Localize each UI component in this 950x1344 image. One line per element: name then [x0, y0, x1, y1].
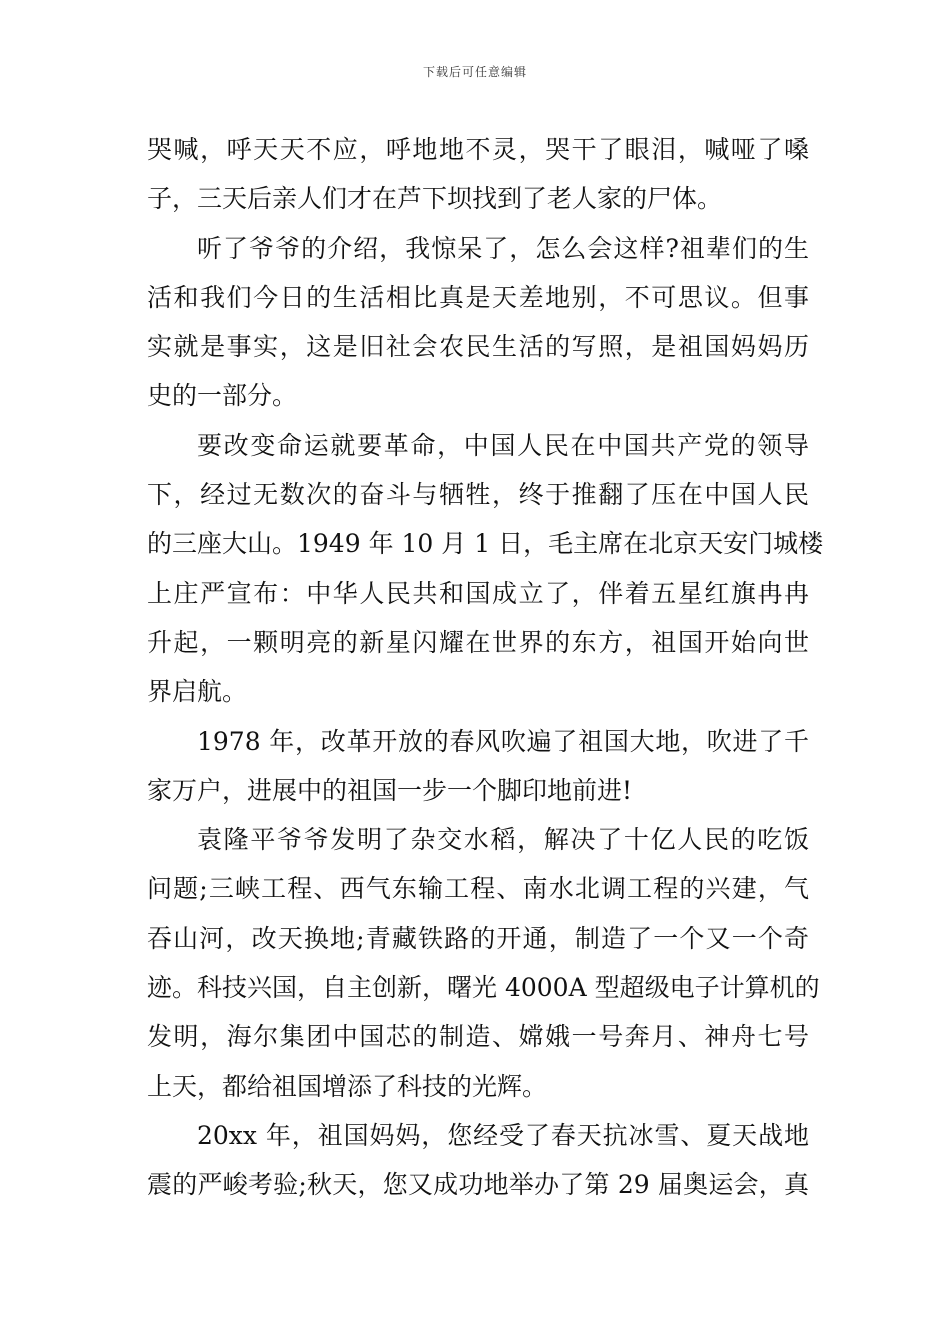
- text-line: 1978 年，改革开放的春风吹遍了祖国大地，吹进了千: [197, 726, 809, 756]
- text-line: 袁隆平爷爷发明了杂交水稻，解决了十亿人民的吃饭: [197, 825, 809, 855]
- text-line: 实就是事实，这是旧社会农民生活的写照，是祖国妈妈历: [147, 332, 809, 362]
- text-line: 吞山河，改天换地;青藏铁路的开通，制造了一个又一个奇: [147, 923, 809, 953]
- text-line: 史的一部分。: [147, 381, 298, 411]
- text-line: 子，三天后亲人们才在芦下坝找到了老人家的尸体。: [147, 184, 723, 214]
- text-line: 要改变命运就要革命，中国人民在中国共产党的领导: [197, 430, 809, 460]
- text-line: 20xx 年，祖国妈妈，您经受了春天抗冰雪、夏天战地: [197, 1120, 809, 1150]
- text-line: 升起，一颗明亮的新星闪耀在世界的东方，祖国开始向世: [147, 627, 809, 657]
- text-line: 哭喊，呼天天不应，呼地地不灵，哭干了眼泪，喊哑了嗓: [147, 135, 809, 164]
- text-line: 家万户，进展中的祖国一步一个脚印地前进!: [147, 775, 633, 805]
- text-line: 问题;三峡工程、西气东输工程、南水北调工程的兴建，气: [147, 874, 809, 904]
- text-line: 迹。科技兴国，自主创新，曙光 4000A 型超级电子计算机的: [147, 973, 820, 1003]
- text-line: 的三座大山。1949 年 10 月 1 日，毛主席在北京天安门城楼: [147, 529, 824, 559]
- text-line: 下，经过无数次的奋斗与牺牲，终于推翻了压在中国人民: [147, 480, 809, 510]
- text-line: 活和我们今日的生活相比真是天差地别，不可思议。但事: [147, 282, 809, 312]
- text-line: 震的严峻考验;秋天，您又成功地举办了第 29 届奥运会，真: [147, 1170, 809, 1200]
- page-header: 下载后可任意编辑: [422, 65, 527, 79]
- text-line: 上庄严宣布：中华人民共和国成立了，伴着五星红旗冉冉: [147, 578, 809, 608]
- body-text: [147, 125, 824, 1210]
- text-line: 上天，都给祖国增添了科技的光辉。: [147, 1071, 548, 1101]
- text-line: 界启航。: [147, 677, 248, 707]
- text-line: 听了爷爷的介绍，我惊呆了，怎么会这样?祖辈们的生: [197, 233, 809, 263]
- text-line: 发明，海尔集团中国芯的制造、嫦娥一号奔月、神舟七号: [147, 1022, 809, 1052]
